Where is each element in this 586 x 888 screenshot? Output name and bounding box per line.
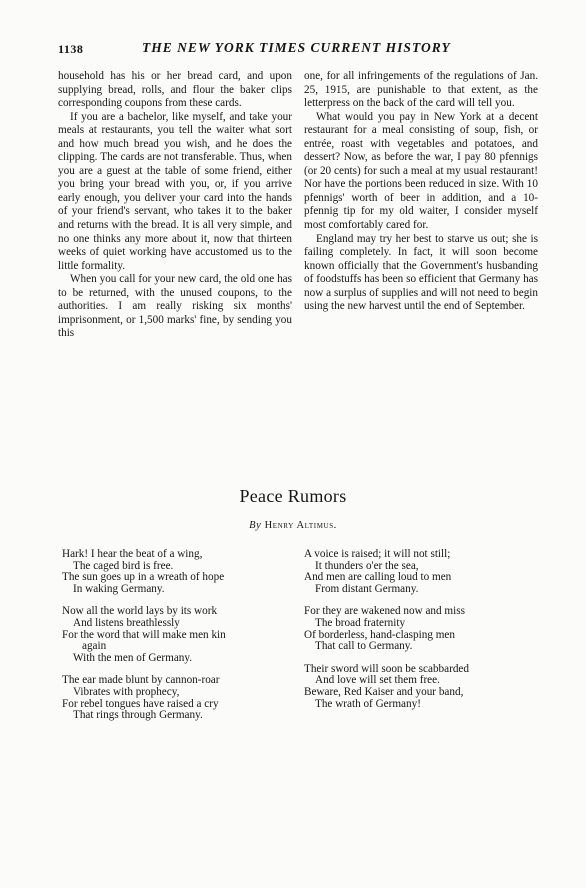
poem-line: again [82,640,107,653]
poem-line: The wrath of Germany! [315,697,421,710]
page-header [58,40,534,60]
poem-title: Peace Rumors [239,486,347,506]
article-column-right [304,70,538,314]
poem-stanza [62,675,226,722]
poem-line: In waking Germany. [73,583,165,596]
poem-stanza [304,664,469,711]
poem-stanza [304,549,469,596]
poem-byline [0,520,586,531]
poem-author: Henry Altimus. [264,520,337,531]
paragraph: household has his or her bread card, and upon supplying bread, rolls, and flour the baker clips corresponding coupons from these cards. [58,70,292,110]
poem-line: The caged bird is free. [73,559,174,572]
poem-line: And men are calling loud to men [304,571,452,584]
paragraph: one, for all infringements of the regulations of Jan. 25, 1915, are punishable to that extent, as the letterpress on the back of the card will tell you. [304,70,538,110]
poem-line: Beware, Red Kaiser and your band, [304,686,464,699]
running-title: THE NEW YORK TIMES CURRENT HISTORY [142,40,451,55]
poem-stanza [304,606,469,653]
poem-line: From distant Germany. [315,583,419,596]
paragraph: England may try her best to starve us out; she is failing completely. In fact, it will soon become known officially that the Government's husbanding of foodstuffs has been so efficient that Germany has now a surplus of supplies and will not need to begin using the new harvest until the end of September. [304,232,538,313]
poem-line: Hark! I hear the beat of a wing, [62,548,203,560]
poem-line: Vibrates with prophecy, [73,686,180,699]
poem-line: That rings through Germany. [73,709,203,722]
poem-line: Their sword will soon be scabbarded [304,662,469,675]
poem-line: For they are wakened now and miss [304,605,465,618]
poem-line: The sun goes up in a wreath of hope [62,571,225,584]
poem-line: For the word that will make men kin [62,628,226,641]
poem-column-right [304,549,469,721]
poem-line: Of borderless, hand-clasping men [304,628,455,641]
article-column-left [58,70,292,341]
paragraph: If you are a bachelor, like myself, and take your meals at restaurants, you tell the waiter what sort and how much bread you wish, and he does the clipping. The cards are not transferable. Thus, when you are a guest at the table of some friend, either you bring your bread with you, or, if you arrive early enough, you deliver your card into the hands of your friend's servant, who takes it to the baker and returns with the bread. It is all very simple, and no one thinks any more about it, now that thirteen weeks of quiet working have accustomed us to the little formality. [58,110,292,272]
page-number: 1138 [58,42,84,56]
poem-stanza [62,549,226,596]
poem-line: That call to Germany. [315,640,413,653]
poem-stanza [62,606,226,665]
byline-prefix: By [249,520,262,531]
poem-column-left [62,549,226,733]
poem-line: It thunders o'er the sea, [315,559,419,572]
poem-line: With the men of Germany. [73,652,193,665]
poem-line: And love will set them free. [315,674,440,687]
paragraph: When you call for your new card, the old one has to be returned, with the unused coupons, to the authorities. I am really risking six months' imprisonment, or 1,500 marks' fine, by sending you this [58,273,292,340]
poem-line: A voice is raised; it will not still; [304,548,451,560]
poem-line: The broad fraternity [315,617,406,630]
poem-line: And listens breathlessly [73,617,180,630]
paragraph: What would you pay in New York at a decent restaurant for a meal consisting of soup, fish, or entrée, roast with vegetables and potatoes, and dessert? Now, as before the war, I pay 80 pfennigs (or 20 cents) for such a meal at my usual restaurant! Nor have the portions been reduced in size. With 10 pfennigs' worth of beer in addition, and a 10-pfennig tip for my old waiter, I consider myself most comfortably cared for. [304,110,538,232]
poem-line: The ear made blunt by cannon-roar [62,674,220,687]
poem-line: Now all the world lays by its work [62,605,218,618]
poem-line: For rebel tongues have raised a cry [62,697,219,710]
